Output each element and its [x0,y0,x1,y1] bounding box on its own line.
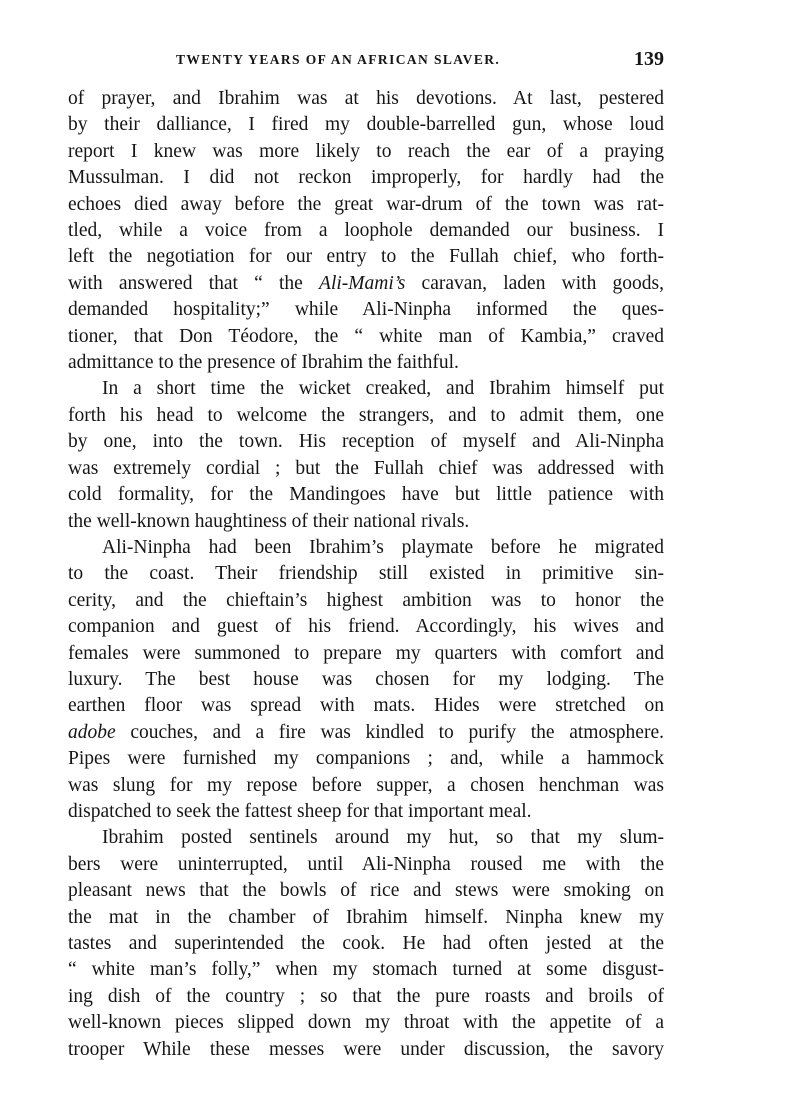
text-line: Mussulman. I did not reckon improperly, for hardly had the [68,167,664,189]
text-line: tastes and superintended the cook. He had often jested at the [68,933,664,954]
text-line: forth his head to welcome the strangers, and to admit them, one [68,404,664,426]
text-line: of prayer, and Ibrahim was at his devotions. At last, pestered [68,88,664,109]
text-line: left the negotiation for our entry to the Fullah chief, who forth- [68,246,664,268]
running-head [68,48,664,78]
text-line: demanded hospitality;” while Ali-Ninpha informed the ques- [68,299,664,321]
text-line: was extremely cordial ; but the Fullah chief was addressed with [68,457,664,479]
page-number: 139 [634,48,664,70]
text-line: dispatched to seek the fattest sheep for that important meal. [68,800,532,822]
text-line [68,271,664,297]
running-title: TWENTY YEARS OF AN AFRICAN SLAVER. [176,52,501,67]
text-line: to the coast. Their friendship still existed in primitive sin- [68,563,664,585]
text-line: echoes died away before the great war-drum of the town was rat- [68,193,664,215]
line-text: with answered that “ the [68,272,320,294]
line-text: couches, and a fire was kindled to purify the atmosphere. [115,721,664,743]
text-line: the well-known haughtiness of their national rivals. [68,510,470,532]
text-line: “ white man’s folly,” when my stomach turned at some disgust- [68,959,664,981]
text-line: cold formality, for the Mandingoes have but little patience with [68,484,664,506]
text-line: companion and guest of his friend. Accordingly, his wives and [68,616,664,638]
body-text [68,86,664,1063]
text-line: ing dish of the country ; so that the pure roasts and broils of [68,985,664,1007]
italic-phrase: Ali-Mami’s [319,272,406,294]
text-line: was slung for my repose before supper, a chosen henchman was [68,774,664,796]
text-line: tled, while a voice from a loophole demanded our business. I [68,220,664,242]
text-line: by their dalliance, I fired my double-barrelled gun, whose loud [68,114,664,136]
paragraph-first-line: In a short time the wicket creaked, and Ibrahim himself put [102,378,664,400]
paragraph-first-line: Ali-Ninpha had been Ibrahim’s playmate before he migrated [102,536,664,558]
text-line: pleasant news that the bowls of rice and stews were smoking on [68,880,664,902]
text-line: by one, into the town. His reception of myself and Ali-Ninpha [68,431,664,453]
text-line [68,720,664,746]
text-line: females were summoned to prepare my quarters with comfort and [68,642,664,664]
text-line: luxury. The best house was chosen for my lodging. The [68,668,664,690]
text-line: tioner, that Don Téodore, the “ white man of Kambia,” craved [68,325,664,347]
text-line: Pipes were furnished my companions ; and, while a hammock [68,748,664,770]
book-page [68,48,664,1063]
text-line: earthen floor was spread with mats. Hides were stretched on [68,695,664,717]
text-line: admittance to the presence of Ibrahim the faithful. [68,352,459,374]
text-line: trooper While these messes were under discussion, the savory [68,1038,664,1060]
italic-phrase: adobe [68,721,116,743]
line-text: caravan, laden with goods, [405,272,664,294]
text-line: cerity, and the chieftain’s highest ambition was to honor the [68,589,664,611]
text-line: report I knew was more likely to reach the ear of a praying [68,140,664,162]
paragraph-first-line: Ibrahim posted sentinels around my hut, so that my slum- [102,827,664,849]
text-line: bers were uninterrupted, until Ali-Ninpha roused me with the [68,853,664,875]
text-line: the mat in the chamber of Ibrahim himself. Ninpha knew my [68,906,664,928]
text-line: well-known pieces slipped down my throat with the appetite of a [68,1012,664,1034]
